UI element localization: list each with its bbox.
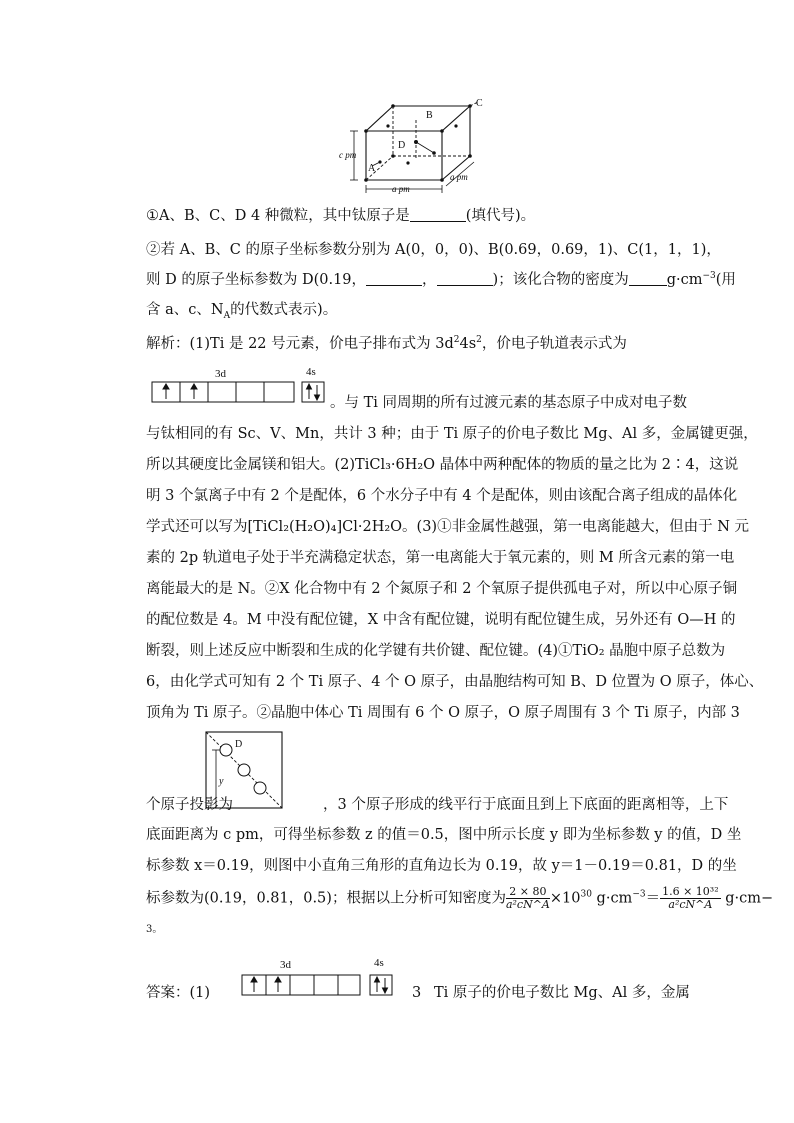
analysis-line1: 解析：(1)Ti 是 22 号元素，价电子排布式为 $3d^24s^2$，价电子轨道表示式为 bbox=[146, 335, 627, 352]
answer-blank-1[interactable] bbox=[410, 207, 466, 222]
label-a: A bbox=[368, 163, 376, 174]
analysis-line12: 顶角为 Ti 原子。②晶胞中体心 Ti 周围有 6 个 O 原子，O 原子周围有 3 个 Ti 原子，内部 3 bbox=[146, 705, 740, 721]
analysis-line13: 个原子投影为 ，3 个原子形成的线平行于底面且到上下底面的距离相等，上下 bbox=[146, 797, 729, 813]
density-fraction-1: $\frac{2 \times 80}{\text{a²cN\textasciicircum{}A}}$ bbox=[505, 885, 550, 911]
analysis-line2: 。与 Ti 同周期的所有过渡元素的基态原子中成对电子数 bbox=[330, 395, 688, 411]
answer-blank-4[interactable] bbox=[629, 271, 667, 286]
label-d: D bbox=[398, 140, 406, 151]
analysis-line4: 所以其硬度比金属镁和铝大。(2)TiCl₃·6H₂O 晶体中两种配体的物质的量之比为 2∶4，这说 bbox=[146, 457, 739, 473]
answer-orbital-3d-label: 3d bbox=[280, 959, 291, 971]
dim-c: c pm bbox=[339, 150, 357, 160]
orbital-3d-label: 3d bbox=[215, 368, 226, 380]
analysis-line6: 学式还可以写为[TiCl₂(H₂O)₄]Cl·2H₂O。(3)①非金属性越强，第一电离能越大，但由于 N 元 bbox=[146, 519, 749, 535]
question-2-line3: 含 a、c、$N_A$的代数式表示)。 bbox=[146, 302, 338, 321]
proj-label-y: y bbox=[219, 776, 224, 787]
answer-blank-3[interactable] bbox=[437, 271, 493, 286]
orbital-diagram-answer bbox=[240, 955, 364, 1005]
question-1: ①A、B、C、D 4 种微粒，其中钛原子是 (填代号)。 bbox=[146, 208, 536, 224]
analysis-line15: 标参数 x＝0.19，则图中小直角三角形的直角边长为 0.19，故 y＝1－0.19＝0.81，D 的坐 bbox=[146, 858, 737, 874]
up-down-arrow-icon bbox=[375, 977, 388, 993]
analysis-line14: 底面距离为 c pm，可得坐标参数 z 的值＝0.5，图中所示长度 y 即为坐标参数 y 的值，D 坐 bbox=[146, 827, 742, 843]
answer-orbital-4s-label: 4s bbox=[374, 957, 384, 969]
question-2-line1: ②若 A、B、C 的原子坐标参数分别为 A(0，0，0)、B(0.69，0.69，1)、C(1，1，1)， bbox=[146, 242, 721, 258]
analysis-line17: 3。 bbox=[146, 924, 163, 935]
analysis-line9: 的配位数是 4。M 中没有配位键，X 中含有配位键，说明有配位键生成，另外还有 O—H 的 bbox=[146, 612, 736, 628]
proj-label-d: D bbox=[235, 739, 243, 750]
question-2-line2: 则 D 的原子坐标参数为 D(0.19， ， )；该化合物的密度为 $g\cdot cm^{-3}$(用 bbox=[146, 271, 736, 288]
answer-blank-2[interactable] bbox=[366, 271, 422, 286]
density-fraction-2: $\frac{\text{1.6 × 10³²}}{\text{a²cN\textasciicircum{}A}}$ bbox=[662, 885, 719, 911]
analysis-line5: 明 3 个氯离子中有 2 个是配体，6 个水分子中有 4 个是配体，则由该配合离子组成的晶体化 bbox=[146, 488, 738, 504]
analysis-line10: 断裂，则上述反应中断裂和生成的化学键有共价键、配位键。(4)①TiO₂ 晶胞中原子总数为 bbox=[146, 643, 726, 659]
analysis-line16: 标参数为(0.19，0.81，0.5)；根据以上分析可知密度为 $\frac{2 \times 80}{\text{a²cN\textasciicircum{}A}}$ $\times 10^{30}$ $g\cdot cm^{-3}=$ $\frac{\text{1.6 × 10³²}}{\text{a²cN\textasciicircum{}A}}$ g·cm− bbox=[146, 885, 774, 911]
orbital-4s-answer bbox=[368, 953, 398, 1005]
answer-prefix: 答案：(1) bbox=[146, 985, 211, 1001]
answer-count: 3 bbox=[412, 985, 422, 1001]
label-b: B bbox=[426, 110, 433, 121]
analysis-line11: 6，由化学式可知有 2 个 Ti 原子、4 个 O 原子，由晶胞结构可知 B、D 位置为 O 原子，体心、 bbox=[146, 674, 764, 690]
label-c: C bbox=[476, 98, 483, 109]
orbital-4s-label: 4s bbox=[306, 366, 316, 378]
analysis-line3: 与钛相同的有 Sc、V、Mn，共计 3 种；由于 Ti 原子的价电子数比 Mg、Al 多，金属键更强， bbox=[146, 426, 758, 442]
dim-a-front: a pm bbox=[392, 184, 410, 194]
orbital-4s-analysis bbox=[300, 362, 330, 412]
up-down-arrow-icon bbox=[307, 384, 320, 400]
dim-a-side: a pm bbox=[450, 172, 468, 182]
analysis-line8: 离能最大的是 N。②X 化合物中有 2 个氮原子和 2 个氧原子提供孤电子对，所以中心原子铜 bbox=[146, 581, 738, 597]
answer-tail: Ti 原子的价电子数比 Mg、Al 多，金属 bbox=[434, 985, 690, 1001]
crystal-cell-figure bbox=[336, 96, 496, 194]
analysis-line7: 素的 2p 轨道电子处于半充满稳定状态，第一电离能大于氧元素的，则 M 所含元素的第一电 bbox=[146, 550, 735, 566]
